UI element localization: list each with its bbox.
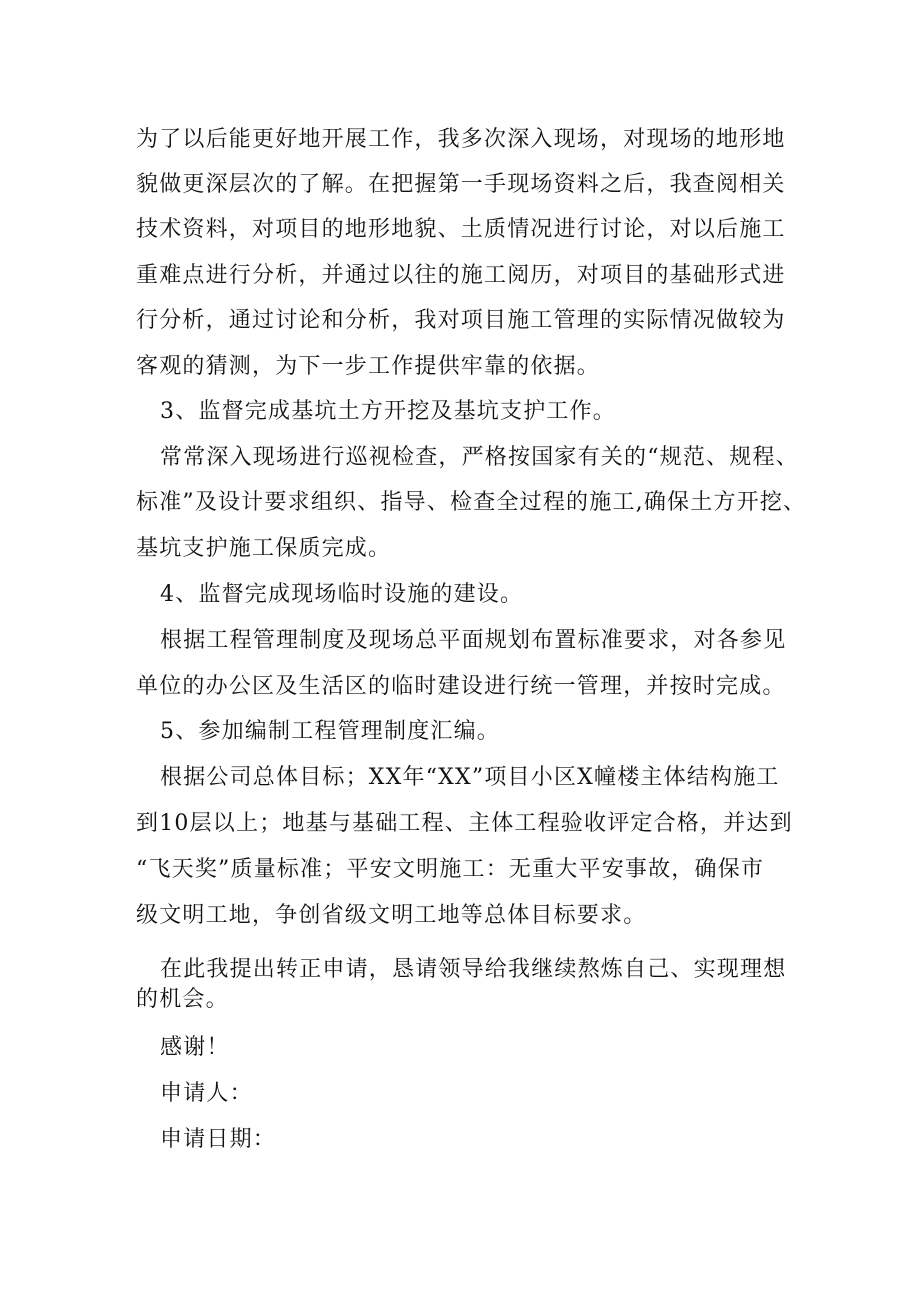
section-heading-3: 3、监督完成基坑土方开挖及基坑支护工作。 xyxy=(160,399,616,424)
text-line: “飞天奖”质量标准；平安文明施工：无重大平安事故，确保市 xyxy=(136,857,765,882)
application-date-label: 申请日期： xyxy=(160,1127,277,1152)
text-line: 行分析，通过讨论和分析，我对项目施工管理的实际情况做较为 xyxy=(136,308,786,333)
text-line: 到10层以上；地基与基础工程、主体工程验收评定合格，并达到 xyxy=(136,811,793,836)
text-line: 基坑支护施工保质完成。 xyxy=(136,536,392,561)
text-line: 为了以后能更好地开展工作，我多次深入现场，对现场的地形地 xyxy=(136,127,786,152)
text-line: 根据公司总体目标；XX年“XX”项目小区X幢楼主体结构施工 xyxy=(160,765,780,790)
text-line: 级文明工地，争创省级文明工地等总体目标要求。 xyxy=(136,903,647,928)
text-line: 貌做更深层次的了解。在把握第一手现场资料之后，我查阅相关 xyxy=(136,172,786,197)
section-heading-5: 5、参加编制工程管理制度汇编。 xyxy=(160,719,500,744)
text-line: 常常深入现场进行巡视检查，严格按国家有关的“规范、规程、 xyxy=(160,445,799,470)
text-line: 单位的办公区及生活区的临时建设进行统一管理，并按时完成。 xyxy=(136,674,786,699)
text-line: 重难点进行分析，并通过以往的施工阅历，对项目的基础形式进 xyxy=(136,263,786,288)
text-line: 客观的猜测，为下一步工作提供牢靠的依据。 xyxy=(136,354,601,379)
text-line: 在此我提出转正申请，恳请领导给我继续熬炼自己、实现理想 xyxy=(160,957,787,982)
text-line: 的机会。 xyxy=(136,987,229,1012)
thanks-line: 感谢！ xyxy=(160,1035,230,1060)
applicant-label: 申请人： xyxy=(160,1081,253,1106)
section-heading-4: 4、监督完成现场临时设施的建设。 xyxy=(160,582,524,607)
text-line: 根据工程管理制度及现场总平面规划布置标准要求，对各参见 xyxy=(160,628,787,653)
text-line: 标准”及设计要求组织、指导、检查全过程的施工,确保土方开挖、 xyxy=(136,490,807,515)
text-line: 技术资料，对项目的地形地貌、土质情况进行讨论，对以后施工 xyxy=(136,217,786,242)
